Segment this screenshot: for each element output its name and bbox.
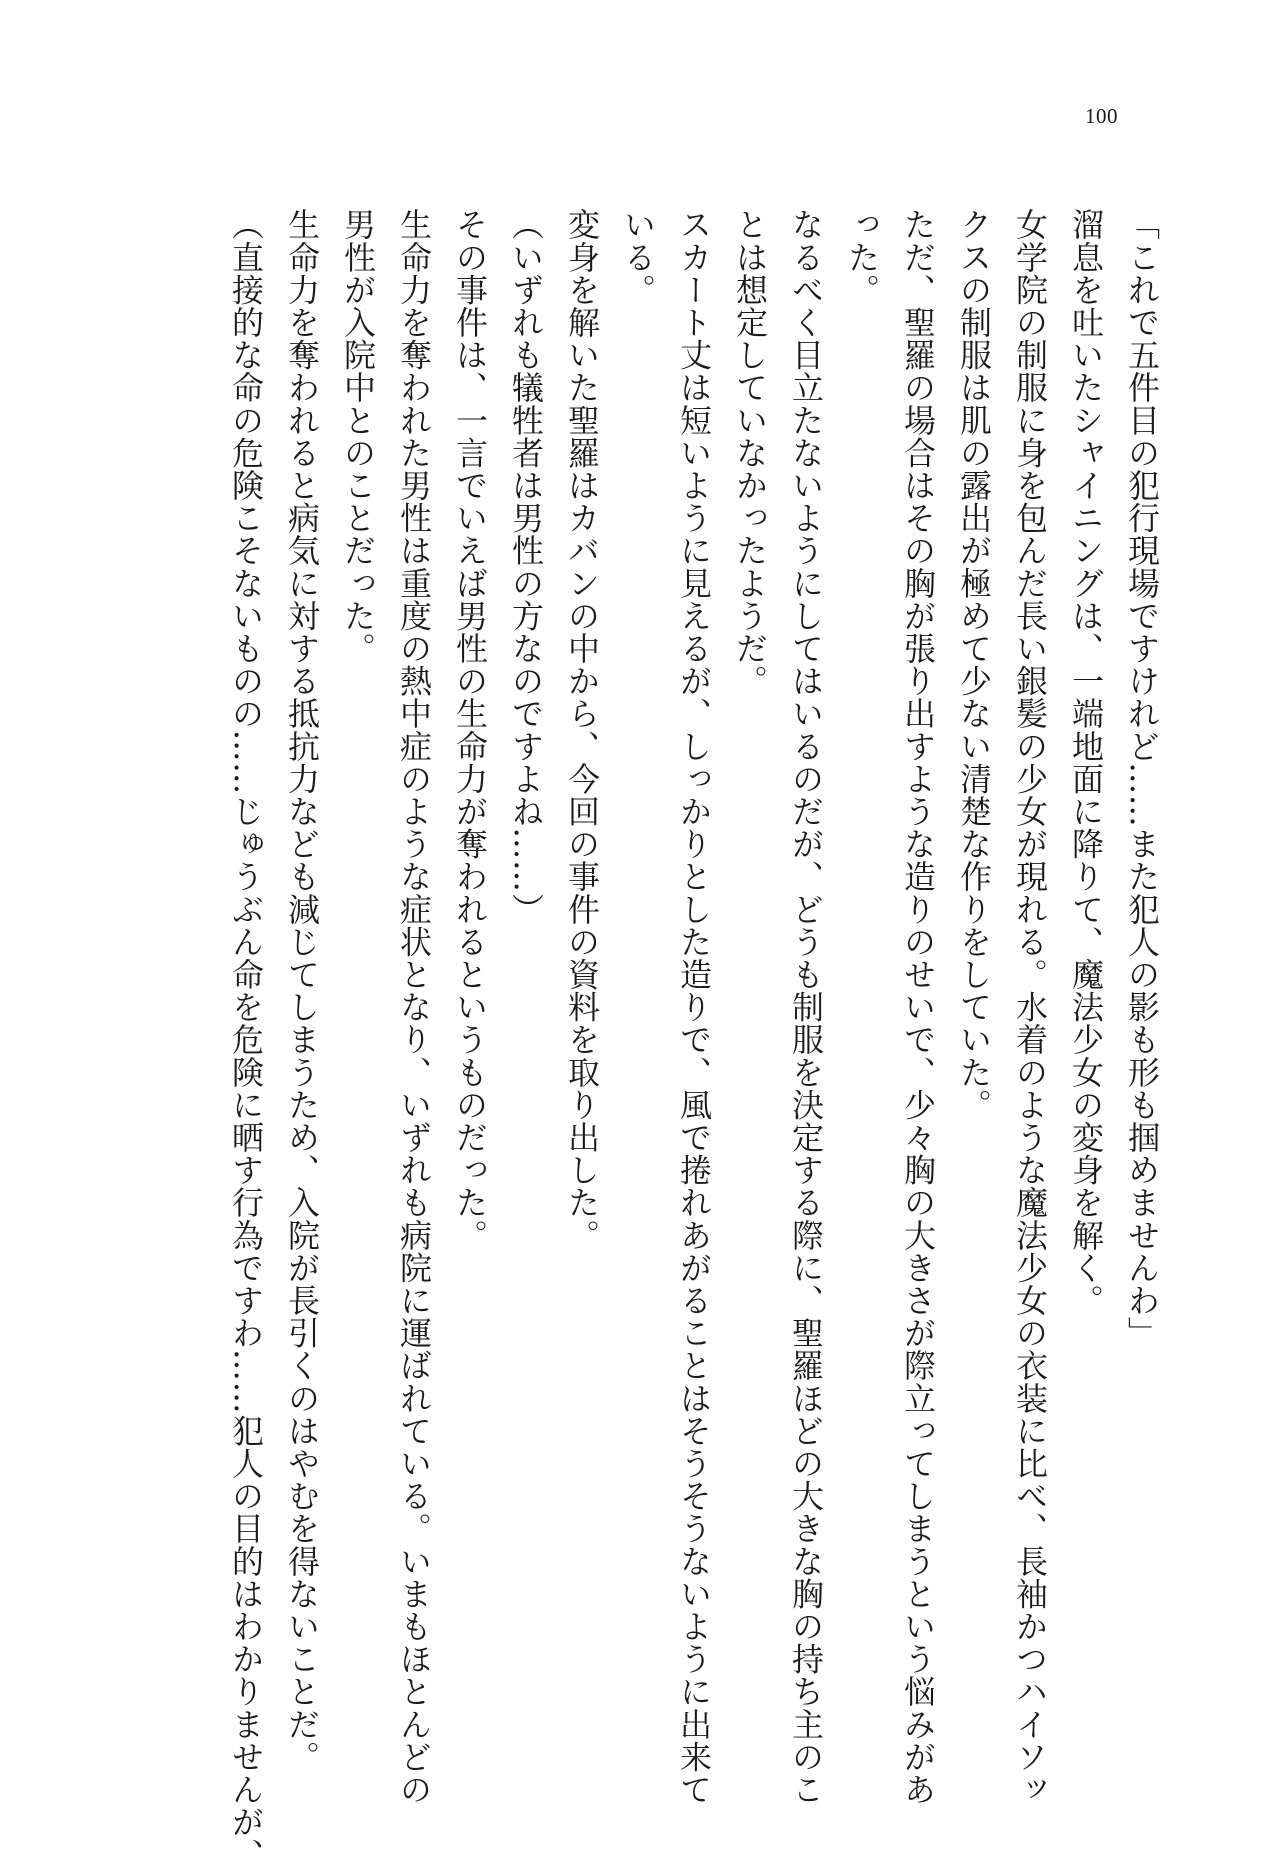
text-line: スカート丈は短いように見えるが、しっかりとした造りで、風で捲れあがることはそうそうないように出来て bbox=[675, 208, 713, 1806]
text-line: 男性が入院中とのことだった。 bbox=[339, 208, 377, 665]
text-line: （いずれも犠牲者は男性の方なのですよね……） bbox=[507, 208, 545, 926]
text-line: 変身を解いた聖羅はカバンの中から、今回の事件の資料を取り出した。 bbox=[563, 208, 601, 1252]
text-line: 生命力を奪われた男性は重度の熱中症のような症状となり、いずれも病院に運ばれている。いまもほとんどの bbox=[395, 208, 433, 1806]
text-line: ただ、聖羅の場合はその胸が張り出すような造りのせいで、少々胸の大きさが際立ってしまうという悩みがあ bbox=[899, 208, 937, 1806]
page-number: 100 bbox=[1085, 104, 1118, 128]
text-line: （直接的な命の危険こそないものの……じゅうぶん命を危険に晒す行為ですわ……犯人の目的はわかりませんが、 bbox=[227, 208, 265, 1871]
text-line: った。 bbox=[843, 208, 881, 306]
novel-text bbox=[218, 208, 1170, 1871]
text-line: 溜息を吐いたシャイニングは、一端地面に降りて、魔法少女の変身を解く。 bbox=[1067, 208, 1105, 1317]
text-line: なるべく目立たないようにしてはいるのだが、どうも制服を決定する際に、聖羅ほどの大きな胸の持ち主のこ bbox=[787, 208, 825, 1806]
text-line: クスの制服は肌の露出が極めて少ない清楚な作りをしていた。 bbox=[955, 208, 993, 1121]
text-line: とは想定していなかったようだ。 bbox=[731, 208, 769, 697]
text-line: 女学院の制服に身を包んだ長い銀髪の少女が現れる。水着のような魔法少女の衣装に比べ、長袖かつハイソッ bbox=[1011, 208, 1049, 1806]
text-line: その事件は、一言でいえば男性の生命力が奪われるというものだった。 bbox=[451, 208, 489, 1252]
text-line: 「これで五件目の犯行現場ですけれど……また犯人の影も形も掴めませんわ」 bbox=[1123, 208, 1161, 1349]
text-line: いる。 bbox=[619, 208, 657, 306]
text-line: 生命力を奪われると病気に対する抵抗力なども減じてしまうため、入院が長引くのはやむを得ないことだ。 bbox=[283, 208, 321, 1773]
